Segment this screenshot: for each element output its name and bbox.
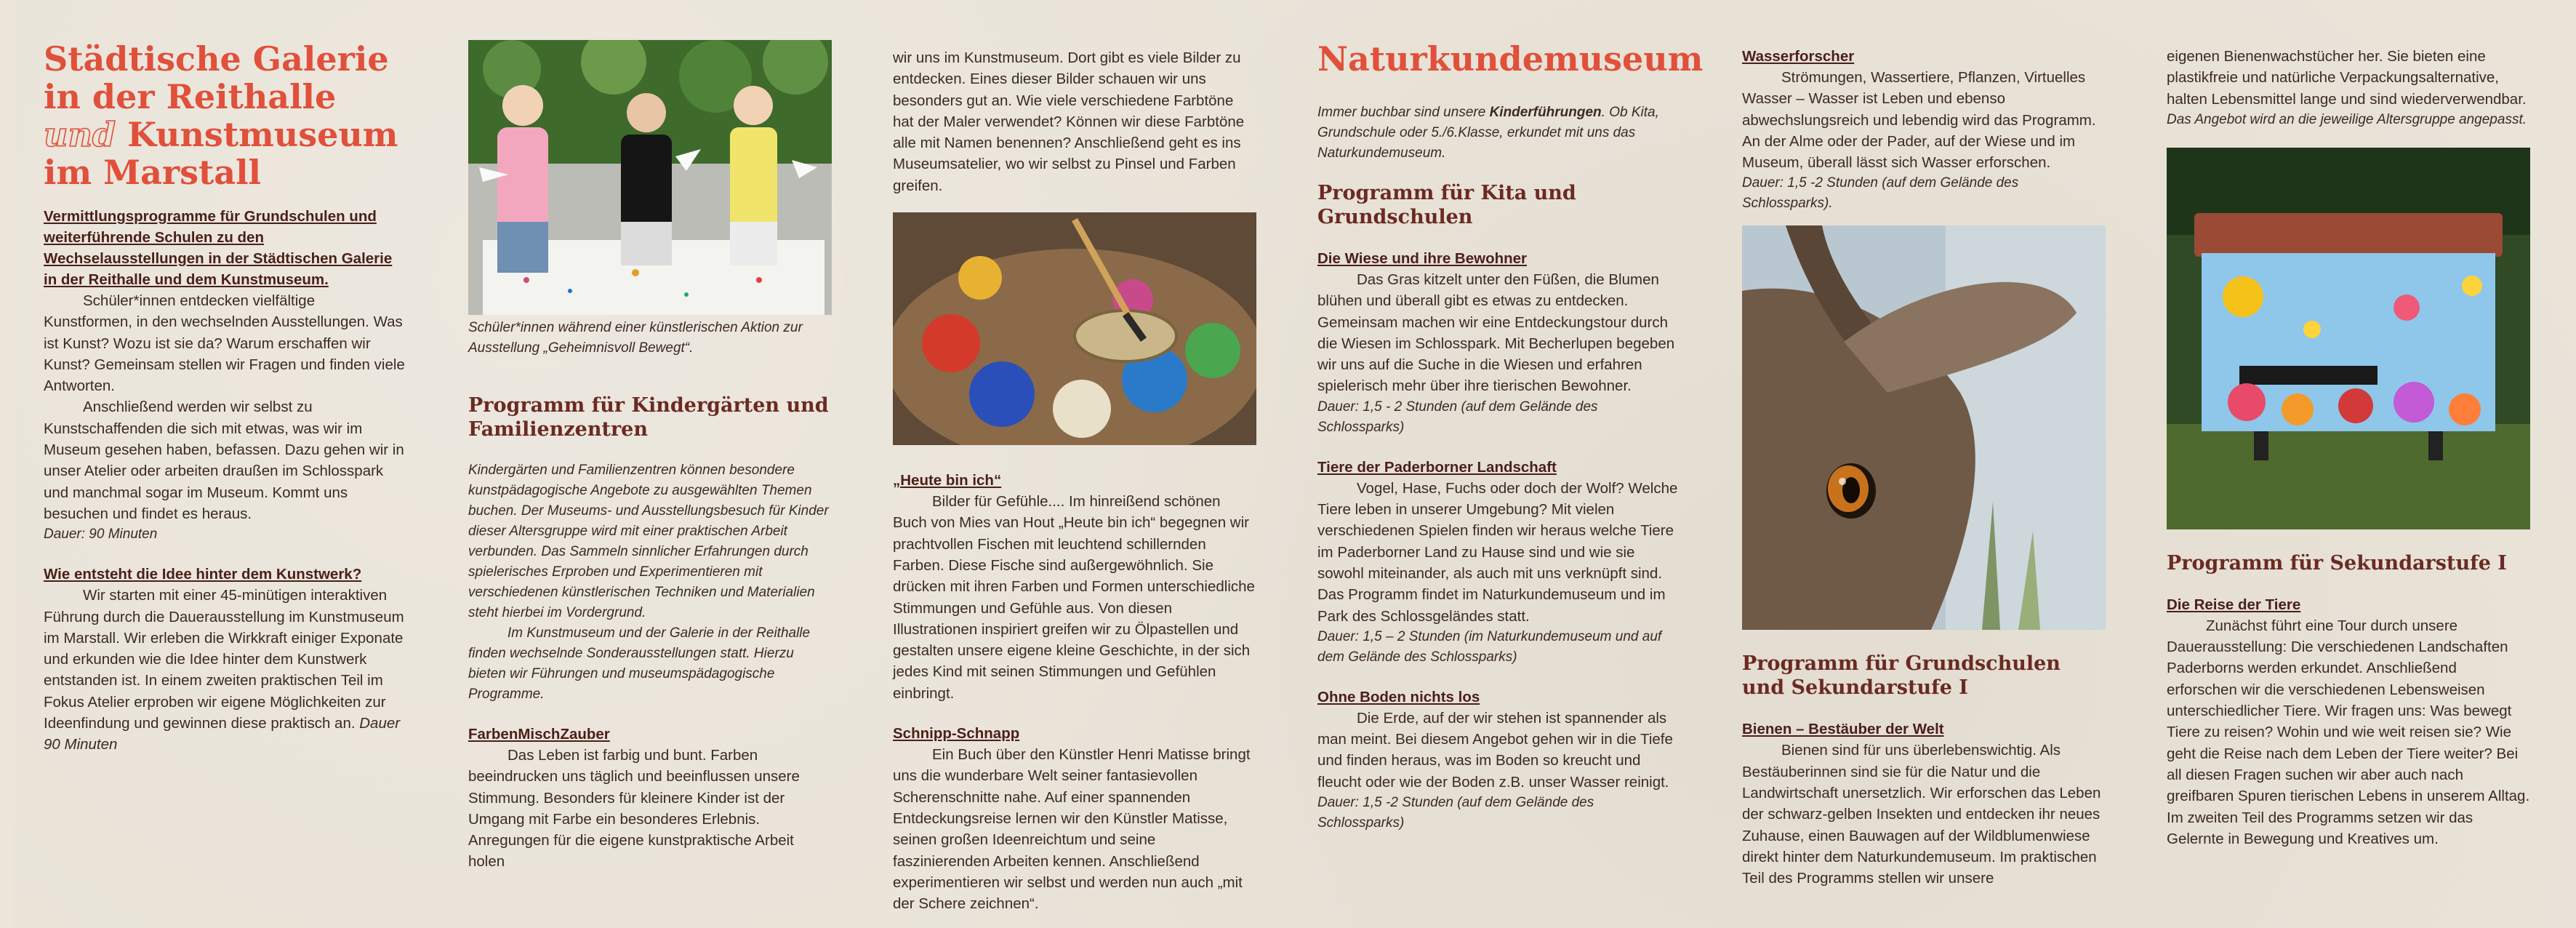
tiere-heading: Tiere der Paderborner Landschaft	[1317, 458, 1557, 476]
children-photo	[468, 40, 832, 315]
bienen-text-continued: eigenen Bienenwachstücher her. Sie bieten eine plastikfreie und natürliche Verpackungsalternative, halten Lebensmittel lange und sind wiederverwendbar.	[2167, 48, 2527, 108]
farben-heading: FarbenMischZauber	[468, 726, 610, 743]
bienen-text: Bienen sind für uns überlebenswichtig. Als Bestäuberinnen sind sie für die Natur und die Landwirtschaft unersetzlich. Wir erforschen das Leben der schwarz-gelben Insekten und entdecken ihr neues Zuhause, einen Bauwagen auf der Wildblumenwiese direkt hinter dem Naturkundemuseum. Im praktischen Teil des Programms stellen wir unsere	[1742, 742, 2101, 887]
column-galerie	[44, 40, 407, 756]
wiese-heading: Die Wiese und ihre Bewohner	[1317, 250, 1528, 267]
boden-text: Die Erde, auf der wir stehen ist spannender als man meint. Bei diesem Angebot gehen wir in die Tiefe und finden heraus, was im Boden so kreucht und fleucht oder wie der Boden z.B. unser Wasser reinigt.	[1317, 709, 1673, 791]
kita-heading: Programm für Kita und Grundschulen	[1317, 182, 1576, 228]
column-kunst-programme	[893, 40, 1256, 914]
column-wasser-bienen	[1742, 40, 2106, 889]
heute-heading: „Heute bin ich“	[893, 472, 1002, 489]
intro-paragraph-1: Schüler*innen entdecken vielfältige Kunstformen, in den wechselnden Ausstellungen. Was ist Kunst? Wozu ist sie da? Warum erschaffen wir Kunst? Gemeinsam stellen wir Fragen und finden viele Antworten.	[44, 292, 405, 395]
wiese-text: Das Gras kitzelt unter den Füßen, die Blumen blühen und überall gibt es etwas zu entdecken. Gemeinsam machen wir eine Entdeckungstour durch die Wiesen im Schlosspark. Mit Becherlupen begeben wir uns auf die Suche in die Wiesen und erfahren spielerisch mehr über ihre tierischen Bewohner.	[1317, 271, 1675, 395]
children-art-image	[468, 40, 832, 315]
bienen-note: Das Angebot wird an die jeweilige Altersgruppe angepasst.	[2167, 111, 2527, 127]
heute-text: Bilder für Gefühle.... Im hinreißend schönen Buch von Mies van Hout „Heute bin ich“ begegnen wir prachtvollen Fischen mit leuchtend schillernden Farben. Diese Fische sind außergewöhnlich. Sie drücken mit ihren Farben und Formen unterschiedliche Stimmungen und Gefühle aus. Von diesen Illustrationen inspiriert greifen wir zu Ölpastellen und gestalten unsere eigene kleine Geschichte, in der sich jedes Kind mit seinen Stimmungen und Gefühlen einbringt.	[893, 493, 1255, 702]
paint-palette-photo	[893, 212, 1256, 445]
column-sekundarstufe	[2167, 40, 2530, 849]
wasser-heading: Wasserforscher	[1742, 48, 1855, 65]
naturkunde-title: Naturkundemuseum	[1317, 39, 1704, 79]
column-naturkunde	[1317, 39, 1704, 833]
title-und: und	[44, 115, 116, 154]
bauwagen-photo	[2167, 148, 2530, 529]
intro-duration: Dauer: 90 Minuten	[44, 527, 158, 543]
schnipp-heading: Schnipp-Schnapp	[893, 725, 1020, 743]
reise-text: Zunächst führt eine Tour durch unsere Dauerausstellung: Die verschiedenen Landschaften Paderborns werden erkundet. Anschließend erforschen wir die verschiedenen Lebensweisen unterschiedlicher Tiere. Wir fragen uns: Was bewegt Tiere zu reisen? Wohin und wie weit reisen sie? Wie geht die Reise nach dem Leben der Tiere weiter? Bei all diesen Fragen suchen wir aber auch nach greifbaren Spuren tierischen Lebens in unserem Alltag. Im zweiten Teil des Programms setzen wir das Gelernte in Bewegung und Kreatives um.	[2167, 617, 2530, 847]
bienen-heading: Bienen – Bestäuber der Welt	[1742, 721, 1944, 738]
wasser-duration: Dauer: 1,5 -2 Stunden (auf dem Gelände des Schlossparks).	[1742, 175, 2019, 212]
kindergarten-heading: Programm für Kindergärten und Familienzentren	[468, 394, 829, 441]
kindergarten-intro-2: Im Kunstmuseum und der Galerie in der Reithalle finden wechselnde Sonderausstellungen statt. Hierzu bieten wir Führungen und museumspädagogische Programme.	[468, 625, 811, 702]
idee-heading: Wie entsteht die Idee hinter dem Kunstwerk?	[44, 566, 362, 583]
photo-caption: Schüler*innen während einer künstlerischen Aktion zur Ausstellung „Geheimnisvoll Bewegt“.	[468, 320, 803, 356]
idee-text: Wir starten mit einer 45-minütigen interaktiven Führung durch die Dauerausstellung im Kunstmuseum im Marstall. Wir erleben die Wirkkraft einiger Exponate und erkunden wie die Idee hinter dem Kunstwerk entstanden ist. In einem zweiten praktischen Teil im Fokus Atelier erproben wir eigene Möglichkeiten zur Ideenfindung und gewinnen diese praktisch an. Dauer 90 Minuten	[44, 587, 404, 753]
deer-photo	[1742, 225, 2106, 630]
deer-eye-image	[1742, 225, 2106, 630]
farben-text-continued: wir uns im Kunstmuseum. Dort gibt es viele Bilder zu entdecken. Eines dieser Bilder schauen wir uns besonders gut an. Wie viele verschiedene Farbtöne hat der Maler verwendet? Können wir diese Farbtöne alle mit Namen benennen? Anschließend geht es ins Museumsatelier, wo wir selbst zu Pinsel und Farben greifen.	[893, 49, 1245, 194]
boden-duration: Dauer: 1,5 -2 Stunden (auf dem Gelände des Schlossparks)	[1317, 795, 1594, 831]
tiere-text: Vogel, Hase, Fuchs oder doch der Wolf? Welche Tiere leben in unserer Umgebung? Mit vielen verschiedenen Spielen finden wir heraus welche Tiere im Paderborner Land zu Hause sind und wie sie sowohl miteinander, als auch mit uns verknüpft sind. Das Programm findet im Naturkundemuseum und im Park des Schlossgeländes statt.	[1317, 479, 1678, 625]
galerie-title: Städtische Galerie in der Reithalle und Kunstmuseum im Marstall	[44, 39, 398, 192]
naturkunde-intro: Immer buchbar sind unsere Kinderführungen. Ob Kita, Grundschule oder 5./6.Klasse, erkundet mit uns das Naturkundemuseum.	[1317, 105, 1659, 161]
intro-heading: Vermittlungsprogramme für Grundschulen und weiterführende Schulen zu den Wechselausstellungen in der Städtischen Galerie in der Reithalle und dem Kunstmuseum.	[44, 208, 393, 288]
kindergarten-intro: Kindergärten und Familienzentren können besondere kunstpädagogische Angebote zu ausgewählten Themen buchen. Der Museums- und Ausstellungsbesuch für Kinder dieser Altersgruppe wird mit einer praktischen Arbeit verbunden. Das Sammeln sinnlicher Erfahrungen durch spielerisches Erproben und Experimentieren mit verschiedenen künstlerischen Techniken und Materialien steht hierbei im Vordergrund.	[468, 463, 829, 620]
wasser-text: Strömungen, Wassertiere, Pflanzen, Virtuelles Wasser – Wasser ist Leben und ebenso abwechslungsreich und lebendig wird das Programm. An der Alme oder der Pader, auf der Wiese und im Museum, überall lässt sich Wasser erforschen.	[1742, 69, 2096, 172]
reise-heading: Die Reise der Tiere	[2167, 596, 2301, 613]
bee-trailer-image	[2167, 148, 2530, 529]
tiere-duration: Dauer: 1,5 – 2 Stunden (im Naturkundemuseum und auf dem Gelände des Schlossparks)	[1317, 628, 1662, 665]
farben-text: Das Leben ist farbig und bunt. Farben beeindrucken uns täglich und beeinflussen unsere Stimmung. Besonders für kleinere Kinder ist der Umgang mit Farbe ein besonderes Erlebnis. Anregungen für die eigene kunstpraktische Arbeit holen	[468, 747, 800, 871]
column-kindergarten	[468, 40, 832, 873]
boden-heading: Ohne Boden nichts los	[1317, 688, 1480, 705]
paint-palette-image	[893, 212, 1256, 445]
intro-paragraph-2: Anschließend werden wir selbst zu Kunstschaffenden die sich mit etwas, was wir im Museum gesehen haben, befassen. Dazu gehen wir in unser Atelier oder arbeiten draußen im Schlosspark und manchmal sogar im Museum. Kommt uns besuchen und findet es heraus.	[44, 399, 404, 522]
schnipp-text: Ein Buch über den Künstler Henri Matisse bringt uns die wunderbare Welt seiner fantasievollen Scherenschnitte nahe. Auf einer spannenden Entdeckungsreise lernen wir den Künstler Matisse, seinen großen Ideenreichtum und seine faszinierenden Arbeiten kennen. Anschließend experimentieren wir selbst und werden nun auch „mit der Schere zeichnen“.	[893, 746, 1251, 913]
sekundarstufe-heading: Programm für Sekundarstufe I	[2167, 551, 2507, 575]
grundschule-sek-heading: Programm für Grundschulen und Sekundarstufe I	[1742, 652, 2061, 700]
wiese-duration: Dauer: 1,5 - 2 Stunden (auf dem Gelände des Schlossparks)	[1317, 399, 1598, 435]
